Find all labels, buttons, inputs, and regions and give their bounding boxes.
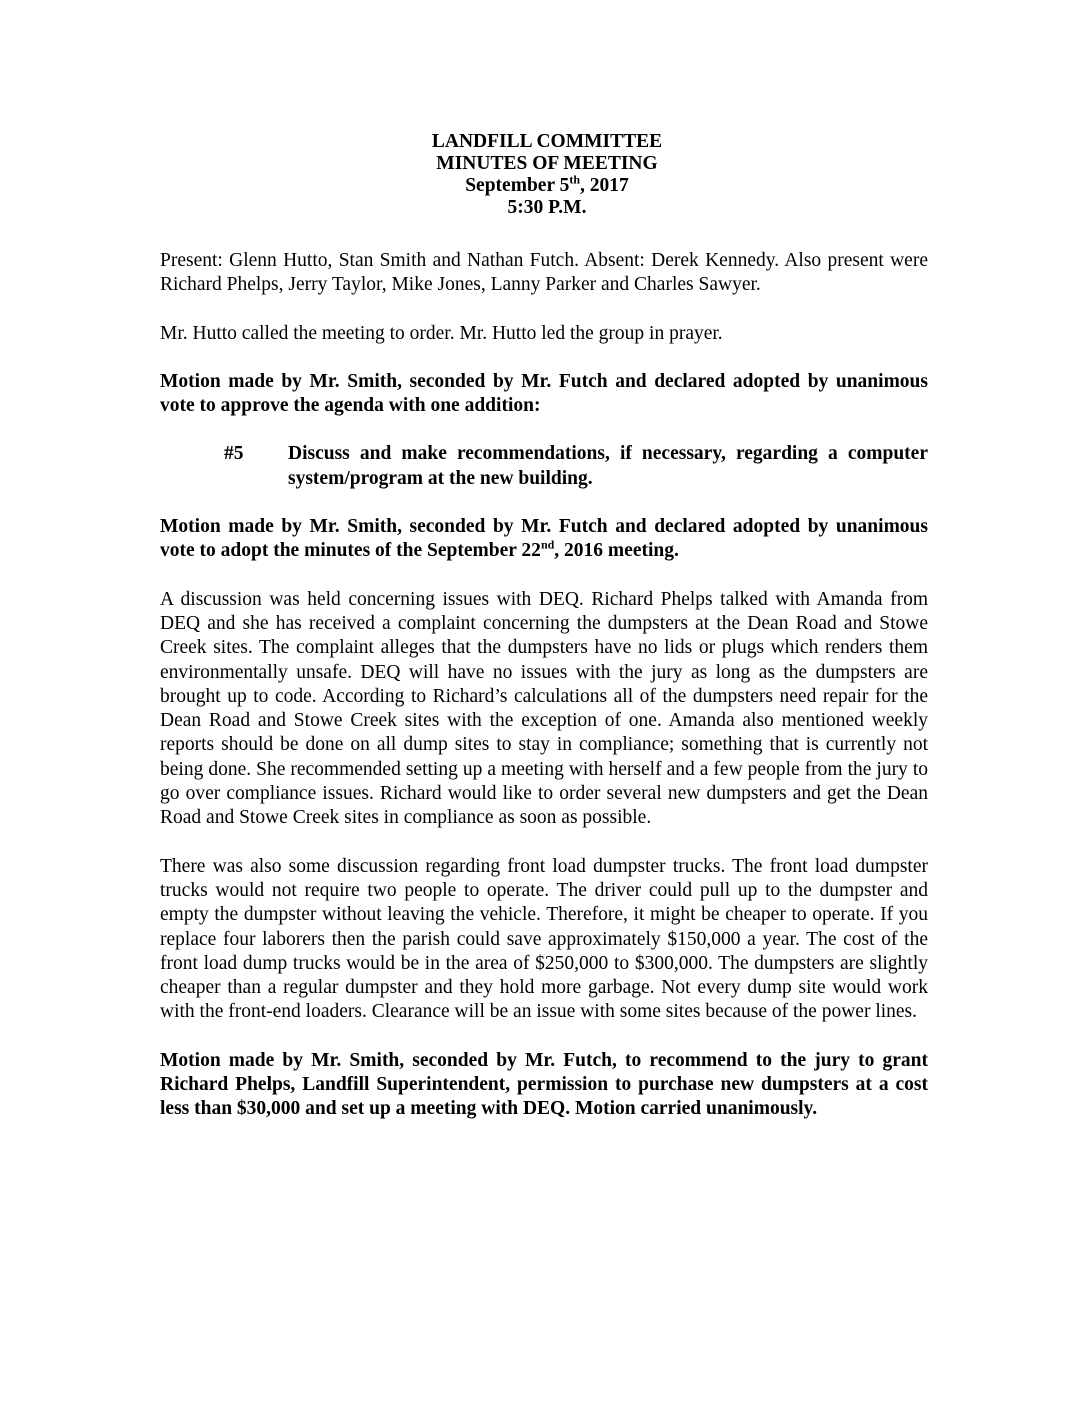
meeting-date-main: September 5 bbox=[465, 175, 570, 196]
meeting-date-ordinal: th bbox=[569, 172, 581, 187]
meeting-date bbox=[166, 172, 928, 197]
minutes-title: MINUTES OF MEETING bbox=[436, 153, 658, 174]
agenda-item bbox=[224, 442, 928, 491]
agenda-item-text: Discuss and make recommendations, if necessary, regarding a computer system/program at the new building. bbox=[288, 443, 928, 489]
call-to-order-paragraph: Mr. Hutto called the meeting to order. Mr. Hutto led the group in prayer. bbox=[160, 322, 723, 344]
motion-purchase-dumpsters: Motion made by Mr. Smith, seconded by Mr. Futch, to recommend to the jury to grant Richard Phelps, Landfill Superintendent, permission to purchase new dumpsters at a cost less than $30,000 and set up a meeting with DEQ. Motion carried unanimously. bbox=[160, 1049, 928, 1120]
motion-adopt-minutes-text: Motion made by Mr. Smith, seconded by Mr. Futch and declared adopted by unanimous vote to adopt the minutes of the September 22 bbox=[160, 516, 928, 562]
motion-adopt-minutes-ordinal: nd bbox=[540, 537, 555, 552]
document-header bbox=[166, 131, 928, 219]
meeting-time: 5:30 P.M. bbox=[507, 197, 587, 218]
motion-approve-agenda: Motion made by Mr. Smith, seconded by Mr. Futch and declared adopted by unanimous vote to approve the agenda with one addition: bbox=[160, 370, 928, 417]
deq-discussion-paragraph: A discussion was held concerning issues with DEQ. Richard Phelps talked with Amanda from DEQ and she has received a complaint concerning the dumpsters at the Dean Road and Stowe Creek sites. The complaint alleges that the dumpsters have no lids or plugs which renders them environmentally unsafe. DEQ will have no issues with the jury as long as the dumpsters are brought up to code. According to Richard’s calculations all of the dumpsters need repair for the Dean Road and Stowe Creek sites with the exception of one. Amanda also mentioned weekly reports should be done on all dump sites to stay in compliance; something that is currently not being done. She recommended setting up a meeting with herself and a few people from the jury to go over compliance issues. Richard would like to order several new dumpsters and get the Dean Road and Stowe Creek sites in compliance as soon as possible. bbox=[160, 588, 928, 829]
front-load-discussion-paragraph: There was also some discussion regarding front load dumpster trucks. The front load dumpster trucks would not require two people to operate. The driver could pull up to the dumpster and empty the dumpster without leaving the vehicle. Therefore, it might be cheaper to operate. If you replace four laborers then the parish could save approximately $150,000 a year. The cost of the front load dump trucks would be in the area of $250,000 to $300,000. The dumpsters are slightly cheaper than a regular dumpster and they hold more garbage. Not every dump site would work with the front-end loaders. Clearance will be an issue with some sites because of the power lines. bbox=[160, 855, 928, 1023]
attendance-paragraph: Present: Glenn Hutto, Stan Smith and Nathan Futch. Absent: Derek Kennedy. Also present were Richard Phelps, Jerry Taylor, Mike Jones, Lanny Parker and Charles Sawyer. bbox=[160, 250, 928, 296]
motion-adopt-minutes-end: , 2016 meeting. bbox=[554, 540, 679, 562]
motion-adopt-minutes bbox=[160, 515, 928, 564]
meeting-date-year: , 2017 bbox=[580, 175, 629, 196]
agenda-item-number: #5 bbox=[224, 443, 244, 465]
committee-title: LANDFILL COMMITTEE bbox=[431, 131, 663, 152]
